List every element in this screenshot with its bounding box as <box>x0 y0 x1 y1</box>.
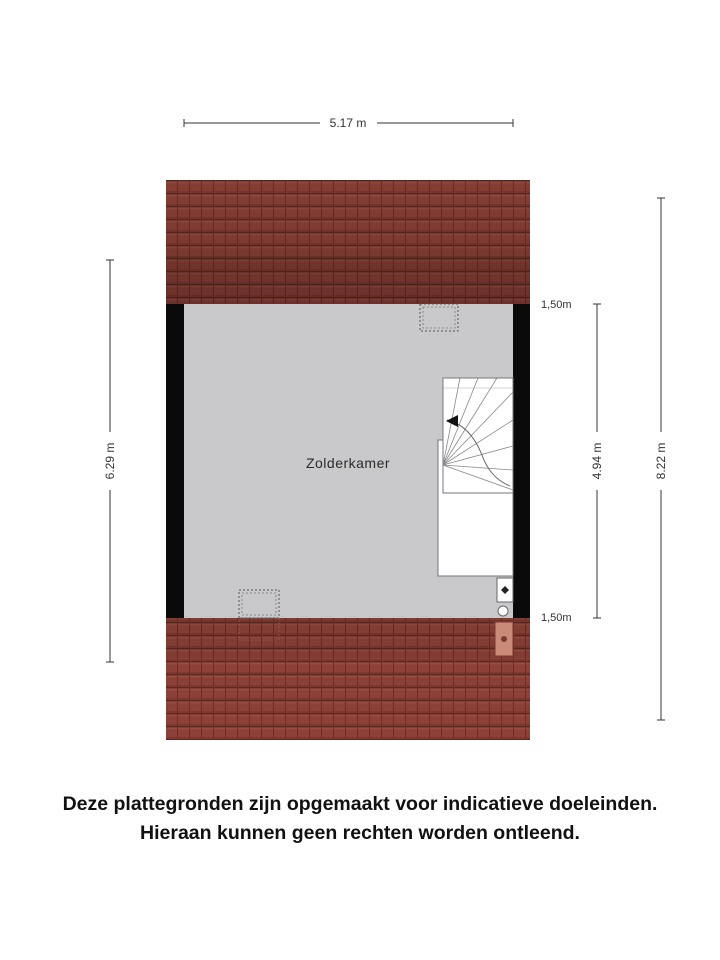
staircase <box>438 378 513 576</box>
roof-bottom <box>166 618 530 740</box>
dimension-depth-left <box>103 260 117 662</box>
wall-right <box>513 304 530 618</box>
dimension-usable-height <box>590 304 604 618</box>
roof-top <box>166 180 530 304</box>
dimension-total-right-label: 8.22 m <box>654 442 668 480</box>
dimension-usable-height-label: 4.94 m <box>590 442 604 480</box>
dimension-depth-left-label: 6.29 m <box>103 442 117 480</box>
disclaimer-line-1: Deze plattegronden zijn opgemaakt voor indicatieve doeleinden. <box>62 793 658 815</box>
disclaimer-line-2: Hieraan kunnen geen rechten worden ontleend. <box>140 822 580 844</box>
dimension-width-top-label: 5.17 m <box>329 116 367 130</box>
height-marker-lower: 1,50m <box>541 612 572 624</box>
room-label: Zolderkamer <box>305 455 391 471</box>
dimension-width-top <box>184 116 513 130</box>
dimension-total-right <box>654 198 668 720</box>
wall-left <box>166 304 184 618</box>
height-marker-upper: 1,50m <box>541 299 572 311</box>
disclaimer <box>0 790 720 848</box>
